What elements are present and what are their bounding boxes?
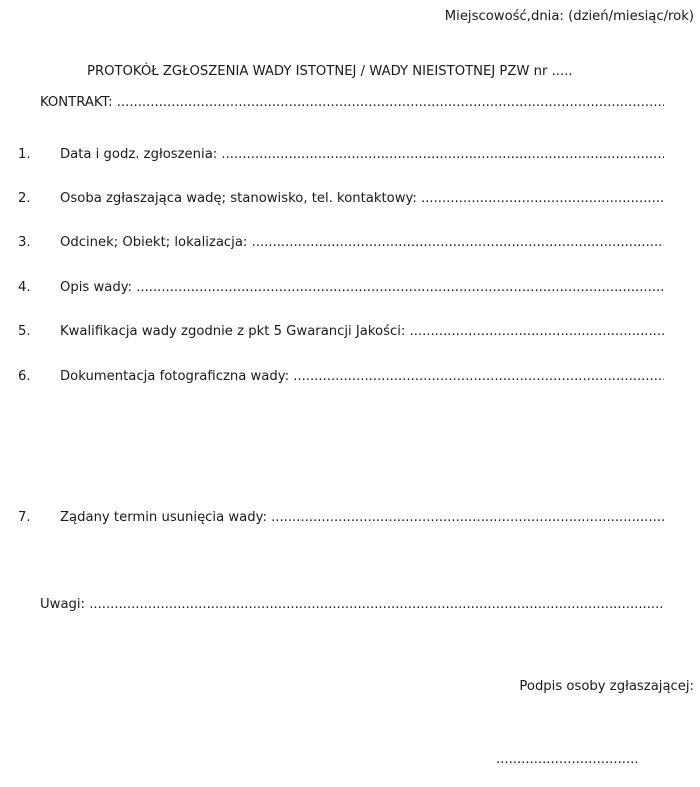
remarks-field[interactable] [40, 597, 664, 612]
item-label: Dokumentacja fotograficzna wady: [60, 369, 290, 384]
form-item-7[interactable] [18, 510, 664, 528]
remarks-label: Uwagi: [40, 597, 85, 612]
form-item-5[interactable] [18, 324, 664, 342]
item-number: 3. [18, 235, 31, 250]
item-number: 7. [18, 510, 31, 525]
place-date-label: Miejscowość,dnia: (dzień/miesiąc/rok) [444, 9, 694, 24]
item-number: 1. [18, 147, 31, 162]
item-number: 4. [18, 280, 31, 295]
item-label: Opis wady: [60, 280, 133, 295]
document-title: PROTOKÓŁ ZGŁOSZENIA WADY ISTOTNEJ / WADY NIEISTOTNEJ PZW nr ..... [87, 64, 573, 79]
signature-line[interactable]: .................................. [496, 752, 639, 767]
item-number: 5. [18, 324, 31, 339]
item-number: 6. [18, 369, 31, 384]
form-item-6[interactable] [18, 369, 664, 387]
item-label: Żądany termin usunięcia wady: [60, 510, 267, 525]
form-item-4[interactable] [18, 280, 664, 298]
item-label: Kwalifikacja wady zgodnie z pkt 5 Gwarancji Jakości: [60, 324, 406, 339]
form-item-1[interactable] [18, 147, 664, 165]
item-label: Odcinek; Obiekt; lokalizacja: [60, 235, 248, 250]
item-number: 2. [18, 191, 31, 206]
contract-field[interactable] [40, 95, 664, 110]
item-label: Osoba zgłaszająca wadę; stanowisko, tel. kontaktowy: [60, 191, 417, 206]
item-label: Data i godz. zgłoszenia: [60, 147, 218, 162]
signature-label: Podpis osoby zgłaszającej: [519, 679, 694, 694]
contract-label: KONTRAKT: [40, 95, 113, 110]
form-item-3[interactable] [18, 235, 664, 253]
form-item-2[interactable] [18, 191, 664, 209]
